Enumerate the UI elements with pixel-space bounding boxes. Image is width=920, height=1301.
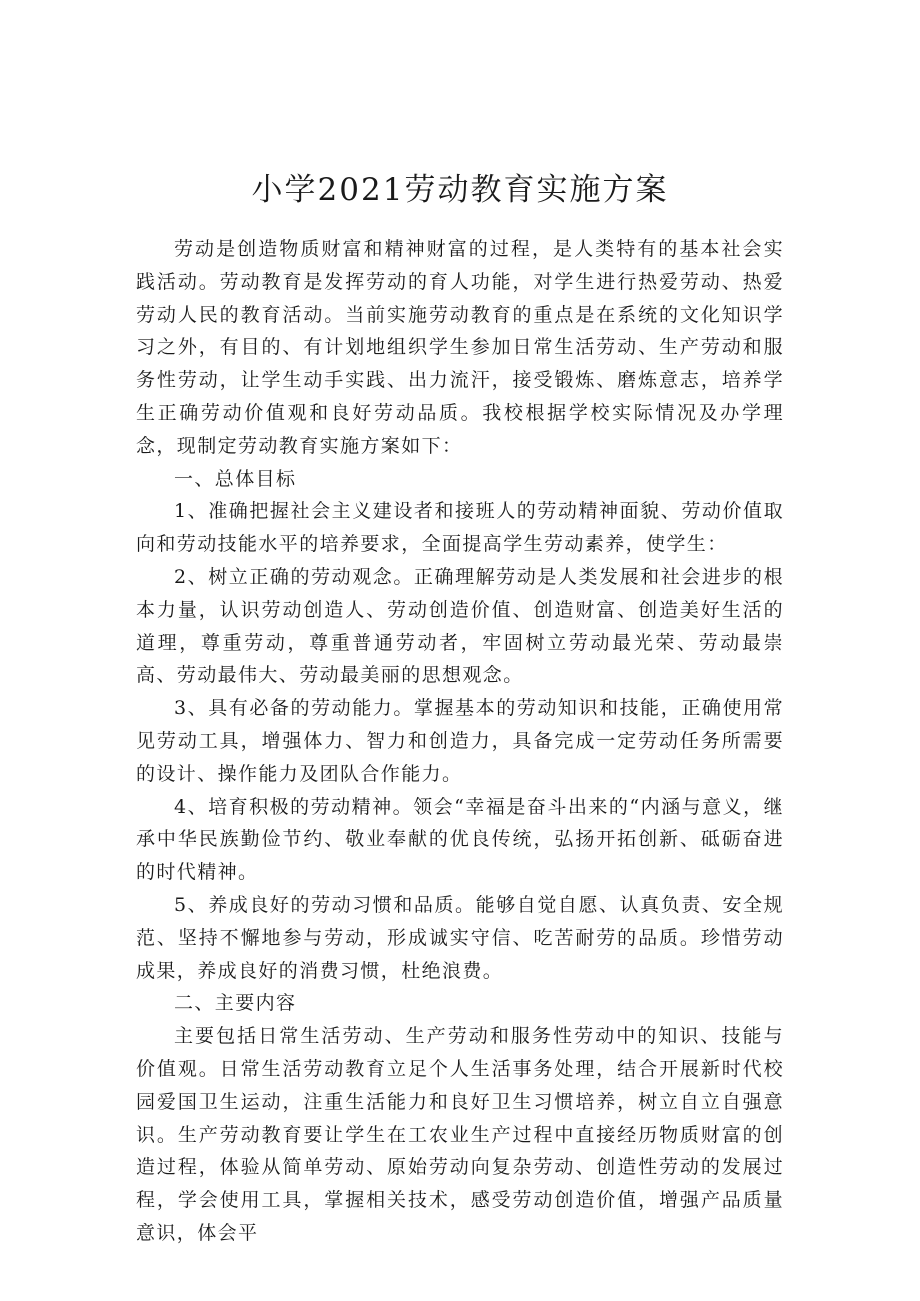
goal-item-3: 3、具有必备的劳动能力。掌握基本的劳动知识和技能，正确使用常见劳动工具，增强体力、智力和创造力，具备完成一定劳动任务所需要的设计、操作能力及团队合作能力。 [136, 697, 784, 785]
goal-item-2: 2、树立正确的劳动观念。正确理解劳动是人类发展和社会进步的根本力量，认识劳动创造人、劳动创造价值、创造财富、创造美好生活的道理，尊重劳动，尊重普通劳动者，牢固树立劳动最光荣、劳动最崇高、劳动最伟大、劳动最美丽的思想观念。 [136, 565, 784, 687]
document-body [136, 233, 784, 1250]
section-heading-content: 二、主要内容 [174, 992, 297, 1015]
document-title: 小学2021劳动教育实施方案 [251, 172, 669, 208]
section-heading-goals: 一、总体目标 [174, 467, 297, 490]
goal-item-1: 1、准确把握社会主义建设者和接班人的劳动精神面貌、劳动价值取向和劳动技能水平的培养要求，全面提高学生劳动素养，使学生： [136, 500, 784, 556]
content-paragraph: 主要包括日常生活劳动、生产劳动和服务性劳动中的知识、技能与价值观。日常生活劳动教育立足个人生活事务处理，结合开展新时代校园爱国卫生运动，注重生活能力和良好卫生习惯培养，树立自立自强意识。生产劳动教育要让学生在工农业生产过程中直接经历物质财富的创造过程，体验从简单劳动、原始劳动向复杂劳动、创造性劳动的发展过程，学会使用工具，掌握相关技术，感受劳动创造价值，增强产品质量意识，体会平 [136, 1025, 784, 1244]
goal-item-5: 5、养成良好的劳动习惯和品质。能够自觉自愿、认真负责、安全规范、坚持不懈地参与劳动，形成诚实守信、吃苦耐劳的品质。珍惜劳动成果，养成良好的消费习惯，杜绝浪费。 [136, 893, 784, 982]
goal-item-4: 4、培育积极的劳动精神。领会“幸福是奋斗出来的“内涵与意义，继承中华民族勤俭节约、敬业奉献的优良传统，弘扬开拓创新、砥砺奋进的时代精神。 [136, 795, 784, 884]
intro-paragraph: 劳动是创造物质财富和精神财富的过程，是人类特有的基本社会实践活动。劳动教育是发挥劳动的育人功能，对学生进行热爱劳动、热爱劳动人民的教育活动。当前实施劳动教育的重点是在系统的文化知识学习之外，有目的、有计划地组织学生参加日常生活劳动、生产劳动和服务性劳动，让学生动手实践、出力流汗，接受锻炼、磨炼意志，培养学生正确劳动价值观和良好劳动品质。我校根据学校实际情况及办学理念，现制定劳动教育实施方案如下： [136, 238, 784, 457]
